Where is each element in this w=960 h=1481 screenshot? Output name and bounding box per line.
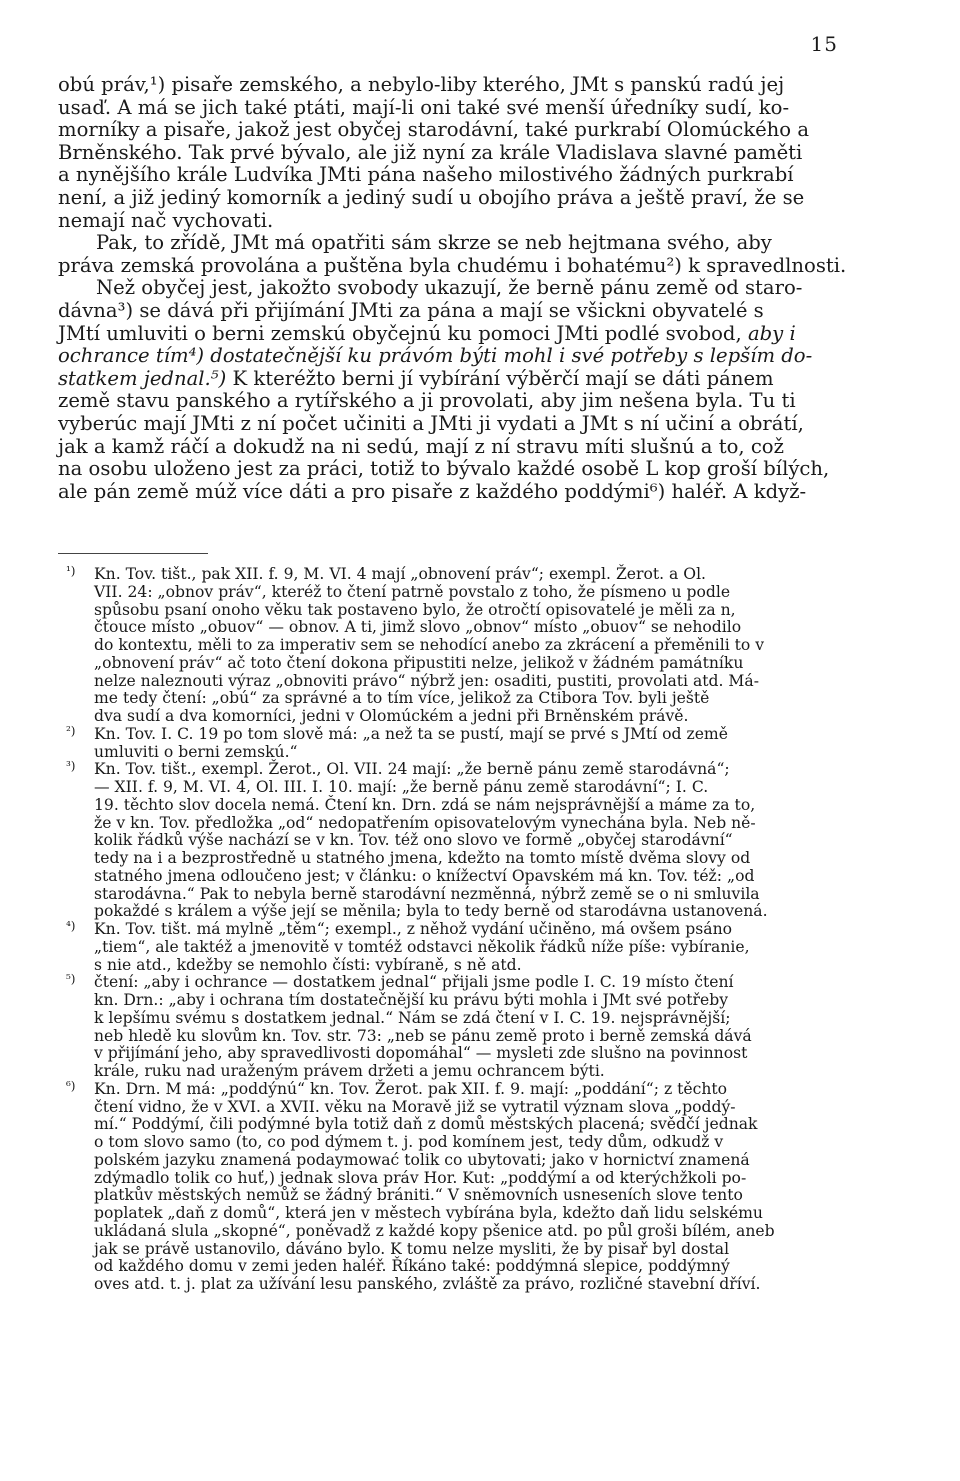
footnote-line: čtouce místo „obuov“ — obnov. A ti, jimž slovo „obnov“ místo „obuov“ se nehodilo [94,618,742,637]
footnote-line: Kn. Tov. tišt. má mylně „těm“; exempl., z něhož vydání učiněno, má ovšem psáno [94,920,733,938]
footnote-line: krále, ruku nad uraženým právem držeti a jemu ochrancem býti. [94,1062,605,1080]
text-line: práva zemská provolána a puštěna byla chudému i bohatému²) k spravedlnosti. [58,253,847,277]
paragraph-3 [58,277,846,503]
footnote-line: poplatek „daň z domů“, která jen v městech vybírána byla, kdežto daň lidu selskému [94,1204,763,1222]
footnote [66,1078,830,1294]
footnote-line: jak se právě ustanovilo, dáváno bylo. K tomu nelze mysliti, že by pisař byl dostal [94,1239,730,1258]
footnote-line: — XII. f. 9, M. VI. 4, Ol. III. I. 10. mají: „že berně pánu země starodávní“; I. C. [94,778,709,796]
footnote-line: Kn. Tov. I. C. 19 po tom slově má: „a než ta se pustí, mají se prvé s JMtí od země [94,724,728,743]
footnote-line: 19. těchto slov docela nemá. Čtení kn. Drn. zdá se nám nejsprávnější a máme za to, [94,795,756,814]
text-line: statkem jednal.⁵) K kteréžto berni jí vybírání výběrčí mají se dáti pánem [58,366,774,390]
footnote-line: nelze naleznouti výraz „obnoviti právo“ nýbrž jen: osaditi, pustiti, provolati atd. Má- [94,671,759,690]
footnote-line: Kn. Drn. M má: „poddýnú“ kn. Tov. Žerot. pak XII. f. 9. mají: „poddání“; z těchto [94,1079,728,1098]
text-line: usaď. A má se jich také ptáti, mají-li oni také své menší úředníky sudí, ko- [58,95,790,119]
footnote-line: neb hledě ku slovům kn. Tov. str. 73: „neb se pánu země proto i berně zemská dává [94,1026,752,1045]
footnote [66,564,830,726]
text-line: obú práv,¹) pisaře zemského, a nebylo-liby kterého, JMt s panskú radú jej [58,73,785,96]
footnote-line: že v kn. Tov. předložka „od“ nedopatřením opisovatelovým vynechána byla. Neb ně- [94,813,756,832]
footnote-line: tedy na i a bezprostředně u statného jmena, kdežto na tomto místě dvěma slovy od [94,849,751,867]
text-line: JMtí umluviti o berni zemskú obyčejnú ku pomoci JMti podlé svobod, aby i [58,321,796,345]
text-line: vyberúc mají JMti z ní počet učiniti a JMti ji vydati a JMt s ní učiní a obrátí, [58,411,804,435]
footnote-marker: ¹) [66,564,76,578]
footnote-divider [58,553,208,554]
footnote-line: spůsobu psaní onoho věku tak postaveno bylo, že otročtí opisovatelé je měli za n, [94,600,736,619]
footnotes [66,564,830,1294]
text-line: není, a již jediný komorník a jediný sudí u obojího práva a ještě praví, že se [58,185,805,209]
footnote-line: s nie atd., kdežby se nemohlo čísti: vybíraně, s ně atd. [94,955,522,974]
footnote [66,759,830,921]
footnote-line: od každého domu v zemi jeden haléř. Říkáno také: poddýmná slepice, poddýmný [94,1257,730,1276]
main-text [58,74,846,503]
footnote-line: čtení: „aby i ochrance — dostatkem jednal“ přijali jsme podle I. C. 19 místo čtení [94,973,734,992]
footnote-marker: ⁵) [66,972,76,987]
footnote-marker: ²) [66,723,76,738]
text-line: Pak, to zřídě, JMt má opatřiti sám skrze se neb hejtmana svého, aby [96,231,772,255]
footnote-line: dva sudí a dva komorníci, jedni v Olomúckém a jedni při Brněnském právě. [94,707,689,725]
footnote-line: VII. 24: „obnov práv“, kteréž to čtení patrně povstalo z toho, že písmeno u podle [94,582,731,601]
footnote-line: kolik řádků výše nachází se v kn. Tov. též ono slovo ve formě „obyčej starodávní“ [94,831,733,850]
footnote-line: oves atd. t. j. plat za užívání lesu panského, zvláště za právo, rozličné stavební dříví. [94,1275,761,1293]
footnote-line: kn. Drn.: „aby i ochrana tím dostatečnější ku právu býti mohla i JMt své potřeby [94,991,729,1009]
footnote-line: v přijímání jeho, aby spravedlivosti dopomáhal“ — mysleti zde slušno na povinnost [94,1044,748,1063]
footnote-line: Kn. Tov. tišt., exempl. Žerot., Ol. VII. 24 mají: „že berně pánu země starodávná“; [94,760,730,779]
text-line: nemají nač vychovati. [58,208,274,232]
footnote-line: starodávna.“ Pak to nebyla berně starodávní nezměnná, nýbrž země se o ni smluvila [94,884,760,903]
text-line: dávna³) se dává při přijímání JMti za pána a mají se všickni obyvatelé s [58,298,764,322]
text-line: ale pán země múž více dáti a pro pisaře z každého poddými⁶) haléř. A když- [58,479,807,503]
footnote [66,723,830,762]
text-line: ochrance tím⁴) dostatečnější ku právóm býti mohl i své potřeby s lepším do- [58,344,813,368]
footnote [66,972,830,1081]
footnote-line: statného jmena odloučeno jest; v článku: o knížectví Opavském má kn. Tov. též: „od [94,866,755,885]
text-line: a nynějšího krále Ludvíka JMti pána našeho milostivého žádných purkrabí [58,163,794,187]
footnote-line: do kontextu, měli to za imperativ sem se nehodící anebo za zkrácení a přeměnili to v [94,636,765,654]
footnote-line: k lepšímu svému s dostatkem jednal.“ Nám se zdá čtení v I. C. 19. nejsprávnější; [94,1008,731,1027]
footnote [66,919,830,974]
text-line: jak a kamž ráčí a dokudž na ni sedú, mají z ní stravu míti slušnú a to, což [58,434,784,458]
footnote-line: me tedy čtení: „obú“ za správné a to tím více, jelikož za Ctibora Tov. byli ještě [94,689,710,708]
footnote-marker: ⁴) [66,919,76,933]
footnote-line: mí.“ Poddýmí, čili podýmné byla totiž daň z domů městských placená; svědčí jednak [94,1115,758,1134]
footnote-line: pokaždé s králem a výše její se měnila; byla to tedy berně od starodávna ustanovená. [94,902,768,921]
paragraph-1 [58,74,846,232]
text-line: na osobu uloženo jest za práci, totiž to bývalo každé osobě L kop groší bílých, [58,457,830,481]
footnote-line: ukládaná slula „skopné“, poněvadž z každé kopy pšenice atd. po půl groši bílém, aneb [94,1221,775,1240]
paragraph-2 [58,232,846,277]
footnote-line: platkův městských nemůž se žádný brániti.“ V sněmovních usneseních slove tento [94,1186,743,1205]
text-line: morníky a pisaře, jakož jest obyčej starodávní, také purkrabí Olomúckého a [58,118,810,142]
footnote-line: „tiem“, ale taktéž a jmenovitě v tomtéž odstavci několik řádků níže píše: vybíranie, [94,937,750,956]
footnote-line: „obnovení práv“ ač toto čtení dokona připustiti nelze, jelikož v žádném památníku [94,653,744,672]
footnote-marker: ⁶) [66,1078,76,1093]
page-number: 15 [810,32,838,56]
text-line: Než obyčej jest, jakožto svobody ukazují, že berně pánu země od staro- [96,276,803,300]
footnote-line: zdýmadlo tolik co huť,) jednak slova práv Hor. Kut: „poddýmí a od kterýchžkoli po- [94,1168,747,1187]
text-line: země stavu panského a rytířského a ji provolati, aby jim nešena byla. Tu ti [58,389,796,413]
footnote-line: umluviti o berni zemskú.“ [94,742,298,761]
text-line: Brněnského. Tak prvé bývalo, ale již nyní za krále Vladislava slavné paměti [58,140,803,164]
footnote-marker: ³) [66,759,76,774]
footnote-line: čtení vidno, že v XVI. a XVII. věku na Moravě již se vytratil význam slova „poddý- [94,1097,736,1116]
footnote-line: o tom slovo samo (to, co pod dýmem t. j. pod komínem jest, tedy dům, odkudž v [94,1133,724,1151]
footnote-line: Kn. Tov. tišt., pak XII. f. 9, M. VI. 4 mají „obnovení práv“; exempl. Žerot. a Ol. [94,565,707,583]
footnote-line: polském jazyku znamená podaymować tolik co ubytovati; jako v hornictví znamená [94,1150,750,1169]
